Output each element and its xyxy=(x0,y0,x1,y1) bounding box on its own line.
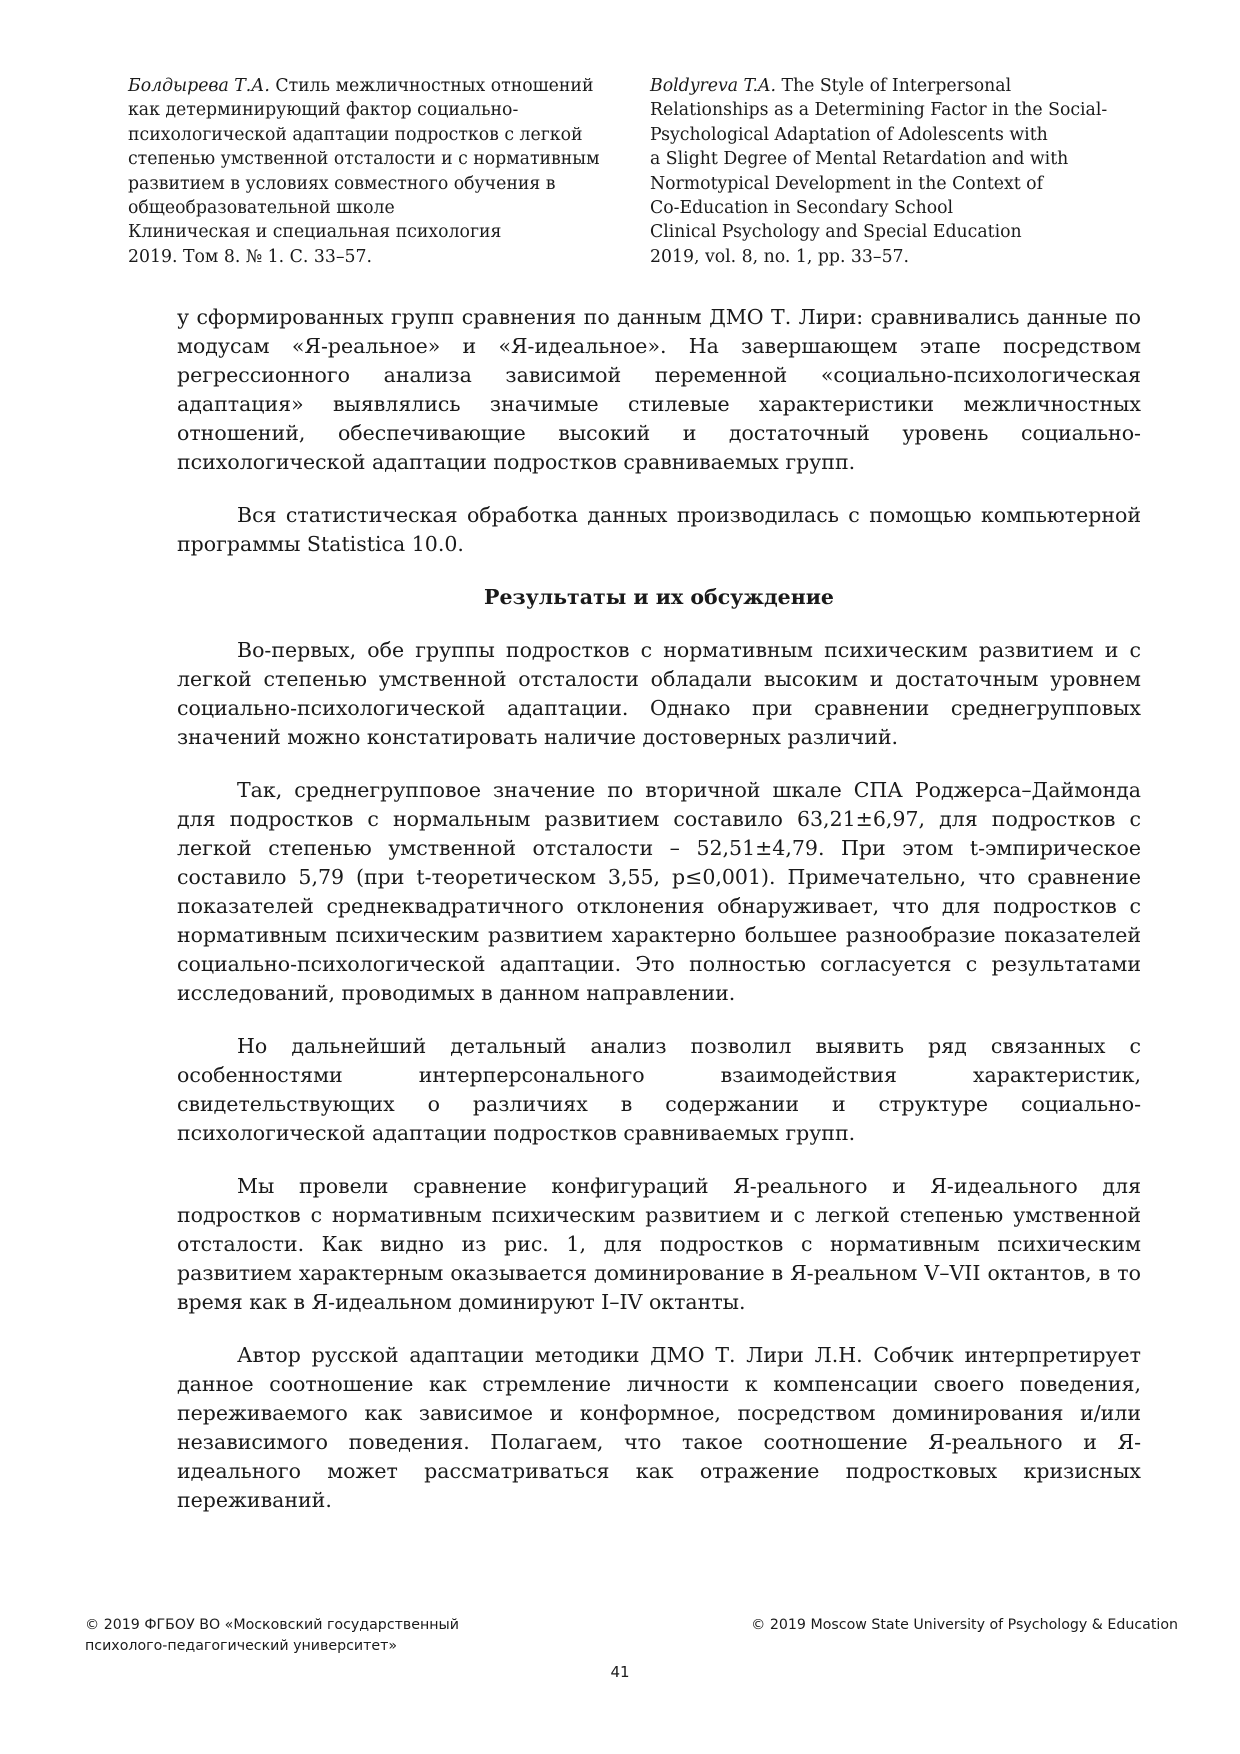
header-en-author: Boldyreva T.A. xyxy=(650,76,776,96)
header-ru-title-1: Стиль межличностных отношений xyxy=(269,76,594,96)
header-en-title-4: a Slight Degree of Mental Retardation and with xyxy=(650,149,1069,170)
header-en-title-2: Relationships as a Determining Factor in the Social- xyxy=(650,100,1108,121)
header-en-title-1: The Style of Interpersonal xyxy=(775,76,1012,96)
article-body xyxy=(177,303,1141,1539)
header-ru-author: Болдырева Т.А. xyxy=(128,76,270,96)
running-header xyxy=(128,74,1118,269)
header-ru-title-4: степенью умственной отсталости и с нормативным xyxy=(128,149,600,170)
footer-copyright-en: © 2019 Moscow State University of Psychology & Education xyxy=(751,1617,1178,1633)
footer-ru-line-2: психолого-педагогический университет» xyxy=(85,1638,398,1654)
header-ru-title-3: психологической адаптации подростков с легкой xyxy=(128,124,583,145)
header-en-title-6: Co-Education in Secondary School xyxy=(650,198,954,219)
paragraph-5: Но дальнейший детальный анализ позволил выявить ряд связанных с особенностями интерперсонального взаимодействия характеристик, свидетельствующих о различиях в содержании и структуре социально-психологической адаптации подростков сравниваемых групп. xyxy=(177,1034,1141,1145)
header-en-title-3: Psychological Adaptation of Adolescents with xyxy=(650,124,1048,145)
paragraph-4: Так, среднегрупповое значение по вторичной шкале СПА Роджерса–Даймонда для подростков с нормальным развитием составило 63,21±6,97, для подростков с легкой степенью умственной отсталости – 52,51±4,79. При этом t-эмпирическое составило 5,79 (при t-теоретическом 3,55, p≤0,001). Примечательно, что сравнение показателей среднеквадратичного отклонения обнаруживает, что для подростков с нормативным психическим развитием характерно большее разнообразие показателей социально-психологической адаптации. Это полностью согласуется с результатами исследований, проводимых в данном направлении. xyxy=(177,778,1141,1005)
header-en-journal: Clinical Psychology and Special Education xyxy=(650,222,1022,243)
section-title: Результаты и их обсуждение xyxy=(484,585,834,609)
header-en-issue: 2019, vol. 8, no. 1, pp. 33–57. xyxy=(650,246,910,267)
paragraph-3: Во-первых, обе группы подростков с нормативным психическим развитием и с легкой степенью умственной отсталости обладали высоким и достаточным уровнем социально-психологической адаптации. Однако при сравнении среднегрупповых значений можно констатировать наличие достоверных различий. xyxy=(177,638,1141,749)
header-en-line-1 xyxy=(650,74,1118,98)
header-en-title-5: Normotypical Development in the Context of xyxy=(650,173,1043,194)
header-ru-title-5: развитием в условиях совместного обучения в xyxy=(128,173,556,194)
paragraph-6: Мы провели сравнение конфигураций Я-реального и Я-идеального для подростков с нормативным психическим развитием и с легкой степенью умственной отсталости. Как видно из рис. 1, для подростков с нормативным психическим развитием характерным оказывается доминирование в Я-реальном V–VII октантов, в то время как в Я-идеальном доминируют I–IV октанты. xyxy=(177,1174,1141,1314)
paragraph-7: Автор русской адаптации методики ДМО Т. Лири Л.Н. Собчик интерпретирует данное соотношение как стремление личности к компенсации своего поведения, переживаемого как зависимое и конформное, посредством доминирования и/или независимого поведения. Полагаем, что такое соотношение Я-реального и Я-идеального может рассматриваться как отражение подростковых кризисных переживаний. xyxy=(177,1343,1141,1512)
page-footer xyxy=(85,1615,1178,1657)
header-ru-title-6: общеобразовательной школе xyxy=(128,198,395,219)
header-ru-issue: 2019. Том 8. № 1. С. 33–57. xyxy=(128,246,372,267)
footer-ru-line-1: © 2019 ФГБОУ ВО «Московский государственный xyxy=(85,1617,459,1633)
header-english xyxy=(650,74,1118,269)
page-number: 41 xyxy=(610,1663,630,1681)
footer-copyright-ru xyxy=(85,1615,459,1657)
paragraph-1: у сформированных групп сравнения по данным ДМО Т. Лири: сравнивались данные по модусам «Я-реальное» и «Я-идеальное». На завершающем этапе посредством регрессионного анализа зависимой переменной «социально-психологическая адаптация» выявлялись значимые стилевые характеристики межличностных отношений, обеспечивающие высокий и достаточный уровень социально-психологической адаптации подростков сравниваемых групп. xyxy=(177,305,1141,474)
header-ru-journal: Клиническая и специальная психология xyxy=(128,222,502,243)
header-ru-line-1 xyxy=(128,74,608,98)
header-ru-title-2: как детерминирующий фактор социально- xyxy=(128,100,519,121)
paragraph-2: Вся статистическая обработка данных производилась с помощью компьютерной программы Statistica 10.0. xyxy=(177,503,1141,556)
header-russian xyxy=(128,74,608,269)
